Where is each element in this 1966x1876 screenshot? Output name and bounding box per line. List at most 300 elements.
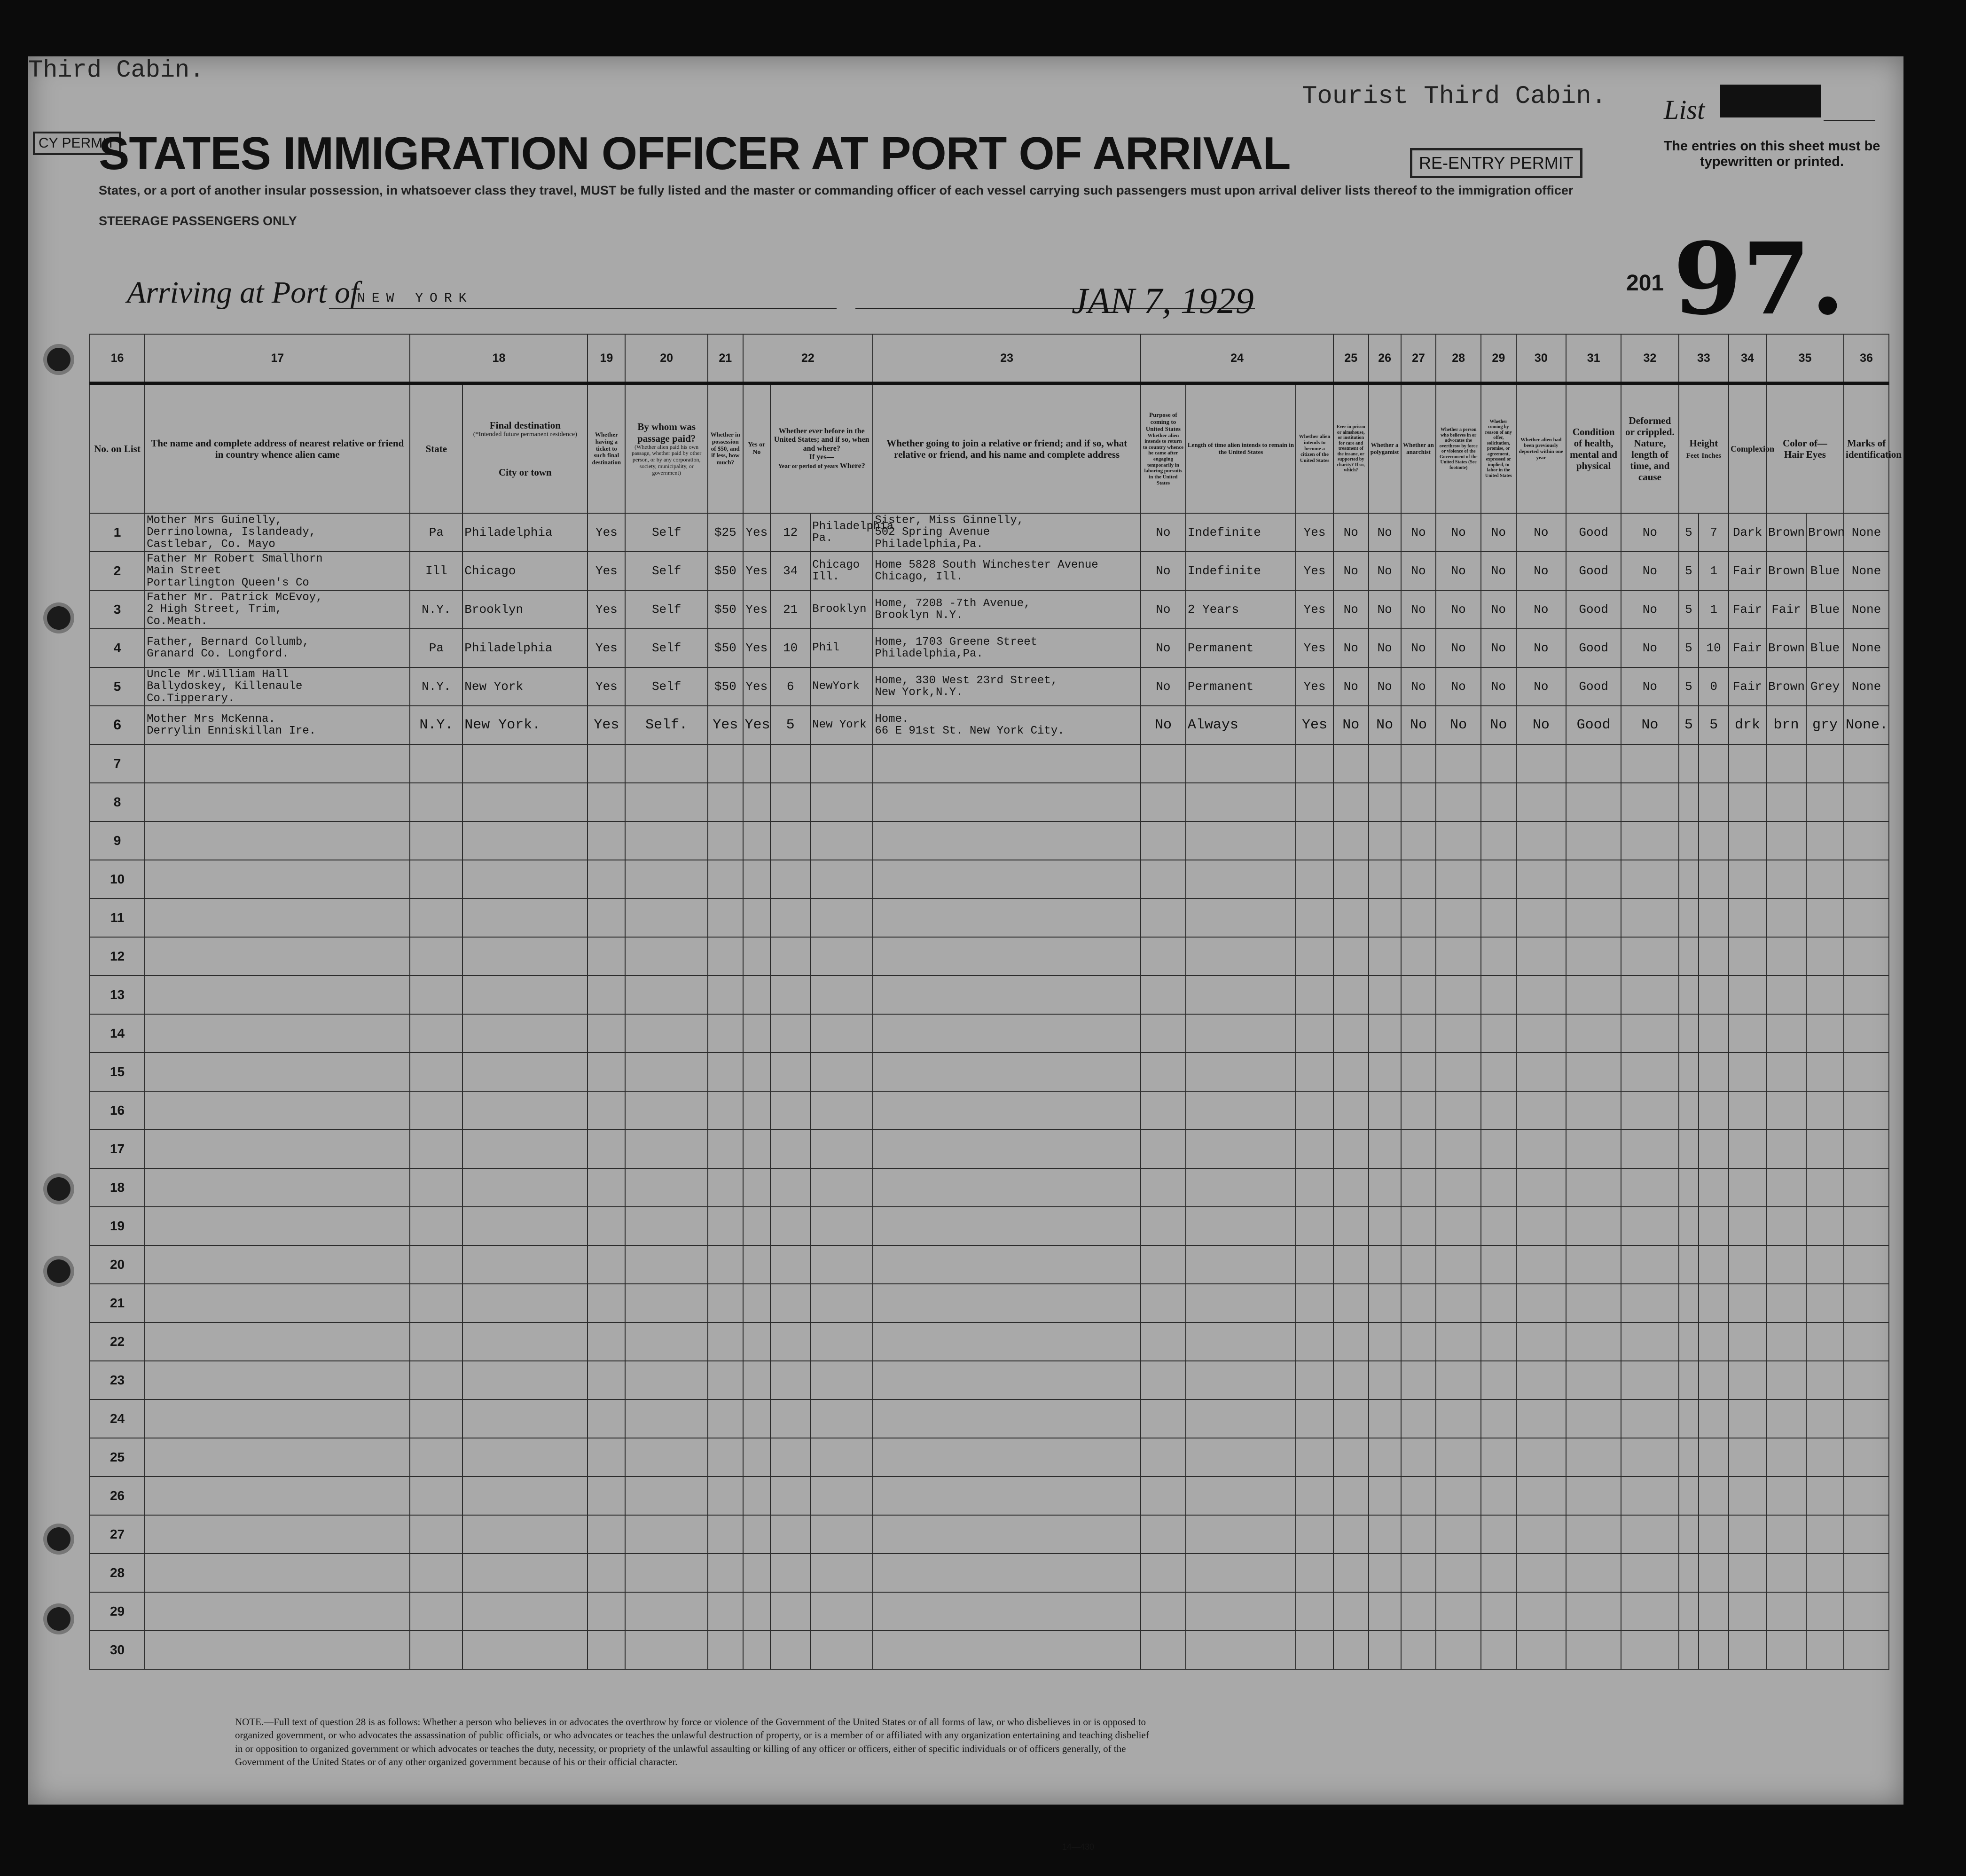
empty-cell xyxy=(1566,899,1621,937)
cell-prison: No xyxy=(1333,590,1369,629)
empty-cell xyxy=(1369,899,1401,937)
hdr-money: Whether in possession of $50, and if less, how much? xyxy=(708,383,743,514)
empty-cell xyxy=(1369,1631,1401,1669)
cell-years: 34 xyxy=(770,552,810,590)
cell-deported: No xyxy=(1516,590,1566,629)
empty-cell xyxy=(1333,937,1369,976)
empty-cell xyxy=(1141,1631,1186,1669)
empty-cell xyxy=(1401,1322,1436,1361)
empty-cell xyxy=(1369,1438,1401,1477)
empty-cell xyxy=(1436,1361,1481,1399)
empty-cell xyxy=(1369,1284,1401,1322)
empty-cell xyxy=(1141,1554,1186,1592)
empty-cell xyxy=(1296,1130,1333,1168)
empty-cell xyxy=(1141,1207,1186,1245)
empty-cell xyxy=(770,1631,810,1669)
empty-cell xyxy=(1566,1361,1621,1399)
cell-deported: No xyxy=(1516,629,1566,667)
binder-hole xyxy=(47,606,70,630)
cell-inches: 0 xyxy=(1699,667,1729,706)
empty-cell xyxy=(1679,1361,1699,1399)
empty-cell xyxy=(1766,821,1806,860)
empty-cell xyxy=(1566,1515,1621,1554)
empty-cell xyxy=(1436,1477,1481,1515)
empty-cell xyxy=(1186,937,1296,976)
empty-cell xyxy=(1844,1554,1889,1592)
empty-cell xyxy=(1369,1245,1401,1284)
empty-cell xyxy=(1141,899,1186,937)
empty-cell xyxy=(625,821,708,860)
hdr-returning-label: Whether alien intends to return to country whence he came after engaging temporarily in laboring pursuits in the United States xyxy=(1143,432,1184,486)
empty-cell xyxy=(1333,899,1369,937)
empty-cell xyxy=(1566,783,1621,821)
empty-cell xyxy=(587,937,625,976)
row-number: 14 xyxy=(90,1014,145,1053)
empty-cell xyxy=(1806,783,1844,821)
empty-cell xyxy=(1621,1245,1678,1284)
empty-cell xyxy=(462,860,587,899)
empty-cell xyxy=(873,783,1141,821)
empty-cell xyxy=(1333,1053,1369,1091)
relative-address-line: Castlebar, Co. Mayo xyxy=(147,538,275,551)
subtitle-steerage: STEERAGE PASSENGERS ONLY xyxy=(99,214,297,228)
empty-cell xyxy=(1333,783,1369,821)
empty-cell xyxy=(1806,821,1844,860)
empty-cell xyxy=(625,1245,708,1284)
cell-feet: 5 xyxy=(1679,590,1699,629)
cell-complexion: Fair xyxy=(1729,552,1766,590)
cell-city: New York xyxy=(462,667,587,706)
row-number: 19 xyxy=(90,1207,145,1245)
hdr-health: Condition of health, mental and physical xyxy=(1566,383,1621,514)
col-num: 32 xyxy=(1621,334,1678,383)
empty-cell xyxy=(1141,1053,1186,1091)
empty-cell xyxy=(1186,744,1296,783)
cell-length: Indefinite xyxy=(1186,552,1296,590)
empty-cell xyxy=(1566,1554,1621,1592)
cell-prison: No xyxy=(1333,629,1369,667)
empty-cell xyxy=(1186,1245,1296,1284)
empty-cell xyxy=(145,1438,410,1477)
empty-cell xyxy=(1844,1399,1889,1438)
relative-address-line: Mother Mrs Guinelly, xyxy=(147,514,282,527)
empty-cell xyxy=(1296,937,1333,976)
empty-cell xyxy=(873,1438,1141,1477)
empty-cell xyxy=(810,976,873,1014)
empty-cell xyxy=(1516,1284,1566,1322)
empty-cell xyxy=(1516,1361,1566,1399)
empty-cell xyxy=(1699,1399,1729,1438)
cell-paid: Self xyxy=(625,590,708,629)
empty-cell xyxy=(1621,976,1678,1014)
empty-cell xyxy=(1401,1284,1436,1322)
empty-cell xyxy=(1766,1284,1806,1322)
hdr-paid-by-note: (Whether alien paid his own passage, whether paid by other person, or by any corporation, society, municipality, or government) xyxy=(632,443,702,476)
empty-cell xyxy=(625,1477,708,1515)
empty-cell xyxy=(1141,1515,1186,1554)
empty-cell xyxy=(1621,1322,1678,1361)
empty-cell xyxy=(625,899,708,937)
empty-cell xyxy=(810,1477,873,1515)
table-row xyxy=(90,744,1889,783)
empty-cell xyxy=(625,1284,708,1322)
hdr-deformed: Deformed or crippled. Nature, length of time, and cause xyxy=(1621,383,1678,514)
empty-cell xyxy=(462,1053,587,1091)
empty-cell xyxy=(1296,860,1333,899)
cell-money: $50 xyxy=(708,590,743,629)
empty-cell xyxy=(810,860,873,899)
empty-cell xyxy=(743,1091,771,1130)
empty-cell xyxy=(1186,821,1296,860)
empty-cell xyxy=(1699,1284,1729,1322)
empty-cell xyxy=(1141,937,1186,976)
empty-cell xyxy=(1436,899,1481,937)
col-num: 21 xyxy=(708,334,743,383)
hdr-no-on-list: No. on List xyxy=(90,383,145,514)
hdr-height xyxy=(1679,383,1729,514)
table-row xyxy=(90,1322,1889,1361)
empty-cell xyxy=(1369,1399,1401,1438)
table-row xyxy=(90,1477,1889,1515)
empty-cell xyxy=(1401,1477,1436,1515)
empty-cell xyxy=(1699,1631,1729,1669)
empty-cell xyxy=(810,899,873,937)
empty-cell xyxy=(1401,1245,1436,1284)
col-num: 26 xyxy=(1369,334,1401,383)
empty-cell xyxy=(1516,937,1566,976)
cell-complexion: Fair xyxy=(1729,590,1766,629)
empty-cell xyxy=(1699,1438,1729,1477)
empty-cell xyxy=(1699,821,1729,860)
empty-cell xyxy=(145,1361,410,1399)
empty-cell xyxy=(1699,783,1729,821)
empty-cell xyxy=(1369,1130,1401,1168)
binder-hole xyxy=(47,1527,70,1551)
empty-cell xyxy=(1401,1631,1436,1669)
empty-cell xyxy=(462,1477,587,1515)
row-number: 12 xyxy=(90,937,145,976)
cell-prison: No xyxy=(1333,667,1369,706)
empty-cell xyxy=(145,1592,410,1631)
cell-marks: None xyxy=(1844,513,1889,552)
cell-contract: No xyxy=(1481,513,1516,552)
empty-cell xyxy=(873,1207,1141,1245)
empty-cell xyxy=(1699,1361,1729,1399)
empty-cell xyxy=(410,899,462,937)
cell-city: Philadelphia xyxy=(462,513,587,552)
row-number: 22 xyxy=(90,1322,145,1361)
empty-cell xyxy=(1621,1477,1678,1515)
empty-cell xyxy=(873,1245,1141,1284)
cell-anarchist: No xyxy=(1401,629,1436,667)
empty-cell xyxy=(1369,1515,1401,1554)
empty-cell xyxy=(462,976,587,1014)
cell-health: Good xyxy=(1566,513,1621,552)
empty-cell xyxy=(1729,1245,1766,1284)
cell-join xyxy=(873,590,1141,629)
empty-cell xyxy=(708,1361,743,1399)
empty-cell xyxy=(708,1207,743,1245)
relative-address-line: Ballydoskey, Killenaule xyxy=(147,680,303,693)
empty-cell xyxy=(1436,1053,1481,1091)
empty-cell xyxy=(587,1515,625,1554)
col-num: 28 xyxy=(1436,334,1481,383)
empty-cell xyxy=(1436,1438,1481,1477)
empty-cell xyxy=(1186,899,1296,937)
empty-cell xyxy=(1186,783,1296,821)
empty-cell xyxy=(1436,1014,1481,1053)
cell-money: $25 xyxy=(708,513,743,552)
empty-cell xyxy=(743,1515,771,1554)
empty-cell xyxy=(1844,1322,1889,1361)
empty-cell xyxy=(1729,821,1766,860)
hdr-where: Where? xyxy=(839,461,865,470)
cell-returning: No xyxy=(1141,513,1186,552)
cell-complexion: drk xyxy=(1729,706,1766,744)
empty-cell xyxy=(1481,1014,1516,1053)
empty-cell xyxy=(1566,1245,1621,1284)
empty-cell xyxy=(1516,1245,1566,1284)
cell-where-line: Phil xyxy=(812,641,839,655)
empty-cell xyxy=(1296,976,1333,1014)
empty-cell xyxy=(873,821,1141,860)
empty-cell xyxy=(1679,1399,1699,1438)
cell-where-line: Ill. xyxy=(812,571,839,583)
empty-cell xyxy=(1186,1207,1296,1245)
empty-cell xyxy=(410,783,462,821)
empty-cell xyxy=(1699,1207,1729,1245)
empty-cell xyxy=(1186,1168,1296,1207)
col-num: 25 xyxy=(1333,334,1369,383)
empty-cell xyxy=(587,1130,625,1168)
cell-inches: 1 xyxy=(1699,552,1729,590)
empty-cell xyxy=(1699,937,1729,976)
empty-cell xyxy=(1401,1207,1436,1245)
hdr-overthrow: Whether a person who believes in or advocates the overthrow by force or violence of the Government of the United States (See footnote) xyxy=(1436,383,1481,514)
empty-cell xyxy=(1369,1053,1401,1091)
empty-cell xyxy=(770,1053,810,1091)
empty-cell xyxy=(1401,937,1436,976)
empty-cell xyxy=(1186,1477,1296,1515)
empty-cell xyxy=(810,1322,873,1361)
row-number: 16 xyxy=(90,1091,145,1130)
empty-cell xyxy=(873,1130,1141,1168)
cell-join-line: 66 E 91st St. New York City. xyxy=(875,725,1065,737)
row-number: 18 xyxy=(90,1168,145,1207)
empty-cell xyxy=(743,1361,771,1399)
empty-cell xyxy=(410,1014,462,1053)
empty-cell xyxy=(587,976,625,1014)
table-row xyxy=(90,1053,1889,1091)
empty-cell xyxy=(1679,1477,1699,1515)
empty-cell xyxy=(625,1322,708,1361)
cell-eyes: Blue xyxy=(1806,629,1844,667)
empty-cell xyxy=(462,1361,587,1399)
cell-deported: No xyxy=(1516,667,1566,706)
empty-cell xyxy=(462,1284,587,1322)
empty-cell xyxy=(1436,1399,1481,1438)
empty-cell xyxy=(1844,1361,1889,1399)
empty-cell xyxy=(1729,744,1766,783)
cell-ticket: Yes xyxy=(587,667,625,706)
empty-cell xyxy=(462,744,587,783)
empty-cell xyxy=(1481,1438,1516,1477)
empty-cell xyxy=(1699,1477,1729,1515)
empty-cell xyxy=(1516,1554,1566,1592)
empty-cell xyxy=(1333,1245,1369,1284)
empty-cell xyxy=(1679,860,1699,899)
empty-cell xyxy=(1436,1322,1481,1361)
empty-cell xyxy=(1369,1322,1401,1361)
empty-cell xyxy=(410,1438,462,1477)
empty-cell xyxy=(810,1207,873,1245)
cell-where-line: New York xyxy=(812,719,867,732)
empty-cell xyxy=(1186,1130,1296,1168)
row-number: 27 xyxy=(90,1515,145,1554)
cell-anarchist: No xyxy=(1401,590,1436,629)
empty-cell xyxy=(1729,1130,1766,1168)
empty-cell xyxy=(1806,1438,1844,1477)
cell-overthrow: No xyxy=(1436,552,1481,590)
empty-cell xyxy=(410,937,462,976)
empty-cell xyxy=(1621,1091,1678,1130)
empty-cell xyxy=(1844,1477,1889,1515)
cell-anarchist: No xyxy=(1401,513,1436,552)
empty-cell xyxy=(1481,1477,1516,1515)
empty-cell xyxy=(1333,1207,1369,1245)
empty-cell xyxy=(1186,1091,1296,1130)
empty-cell xyxy=(1766,1245,1806,1284)
empty-cell xyxy=(708,976,743,1014)
empty-cell xyxy=(587,1554,625,1592)
empty-cell xyxy=(1699,1554,1729,1592)
cell-deformed: No xyxy=(1621,513,1678,552)
empty-cell xyxy=(410,1477,462,1515)
empty-cell xyxy=(1436,744,1481,783)
empty-cell xyxy=(410,1631,462,1669)
hdr-year-period: Year or period of years xyxy=(778,462,838,469)
empty-cell xyxy=(410,1207,462,1245)
hdr-contract: Whether coming by reason of any offer, solicitation, promise, or agreement, expressed or implied, to labor in the United States xyxy=(1481,383,1516,514)
col-num: 30 xyxy=(1516,334,1566,383)
manifest-sheet xyxy=(28,56,1903,1852)
empty-cell xyxy=(1141,744,1186,783)
empty-cell xyxy=(587,1438,625,1477)
empty-cell xyxy=(1766,1014,1806,1053)
hdr-color-label: Color of— xyxy=(1783,437,1827,449)
empty-cell xyxy=(770,937,810,976)
hdr-prison: Ever in prison or almshouse, or institution for care and treatment of the insane, or supported by charity? If so, which? xyxy=(1333,383,1369,514)
empty-cell xyxy=(625,1515,708,1554)
row-number: 11 xyxy=(90,899,145,937)
empty-cell xyxy=(1699,1053,1729,1091)
empty-cell xyxy=(625,1168,708,1207)
empty-cell xyxy=(810,1091,873,1130)
cell-anarchist: No xyxy=(1401,706,1436,744)
empty-cell xyxy=(1186,1322,1296,1361)
empty-cell xyxy=(410,860,462,899)
cell-overthrow: No xyxy=(1436,706,1481,744)
empty-cell xyxy=(873,744,1141,783)
cell-deformed: No xyxy=(1621,629,1678,667)
empty-cell xyxy=(1481,937,1516,976)
hdr-if-yes: If yes— xyxy=(809,453,834,461)
empty-cell xyxy=(770,1284,810,1322)
empty-cell xyxy=(1296,1399,1333,1438)
empty-cell xyxy=(1516,1091,1566,1130)
empty-cell xyxy=(770,1130,810,1168)
footnote: NOTE.—Full text of question 28 is as follows: Whether a person who believes in or advocates the overthrow by force or violence of the Government of the United States or of all forms of law, or who disbelieves in or is opposed to organized government, or who advocates the assassination of public officials, or who advocates or teaches the unlawful destruction of property, or is a member of or affiliated with any organization entertaining and teaching disbelief in or opposition to organized government or which advocates or teaches the duty, necessity, or propriety of the unlawful assaulting or killing of any officer or officers, either of specific individuals or of officers generally, of the Government of the United States or of any other organized government because of his or their official character. xyxy=(235,1716,1149,1768)
empty-cell xyxy=(810,1014,873,1053)
empty-cell xyxy=(462,1207,587,1245)
empty-cell xyxy=(743,899,771,937)
empty-cell xyxy=(625,1438,708,1477)
empty-cell xyxy=(587,1322,625,1361)
cell-eyes: Blue xyxy=(1806,552,1844,590)
cell-prison: No xyxy=(1333,706,1369,744)
empty-cell xyxy=(1566,1592,1621,1631)
cell-state: Ill xyxy=(410,552,462,590)
empty-cell xyxy=(1516,1477,1566,1515)
empty-cell xyxy=(410,976,462,1014)
empty-cell xyxy=(1806,899,1844,937)
cell-prison: No xyxy=(1333,552,1369,590)
col-num: 24 xyxy=(1141,334,1333,383)
cell-join xyxy=(873,706,1141,744)
empty-cell xyxy=(625,1130,708,1168)
empty-cell xyxy=(770,1361,810,1399)
empty-cell xyxy=(1621,1168,1678,1207)
cell-where-line: Pa. xyxy=(812,532,833,545)
empty-cell xyxy=(1436,1168,1481,1207)
empty-cell xyxy=(1141,1091,1186,1130)
empty-cell xyxy=(873,1515,1141,1554)
empty-cell xyxy=(462,821,587,860)
hdr-height-label: Height xyxy=(1689,437,1718,449)
empty-cell xyxy=(462,899,587,937)
empty-cell xyxy=(1296,1477,1333,1515)
empty-cell xyxy=(1141,860,1186,899)
empty-cell xyxy=(1621,1515,1678,1554)
empty-cell xyxy=(1516,899,1566,937)
empty-cell xyxy=(770,1322,810,1361)
hdr-marks: Marks of identification xyxy=(1844,383,1889,514)
empty-cell xyxy=(1566,1091,1621,1130)
empty-cell xyxy=(810,1168,873,1207)
empty-cell xyxy=(1806,1631,1844,1669)
empty-cell xyxy=(1806,1399,1844,1438)
empty-cell xyxy=(145,1130,410,1168)
cell-before: Yes xyxy=(743,667,771,706)
empty-cell xyxy=(1679,1322,1699,1361)
empty-cell xyxy=(1436,1631,1481,1669)
empty-cell xyxy=(1679,1168,1699,1207)
empty-cell xyxy=(743,1631,771,1669)
empty-cell xyxy=(1844,1592,1889,1631)
empty-cell xyxy=(1729,1361,1766,1399)
cell-feet: 5 xyxy=(1679,706,1699,744)
empty-cell xyxy=(1296,899,1333,937)
empty-cell xyxy=(587,1592,625,1631)
empty-cell xyxy=(625,1631,708,1669)
empty-cell xyxy=(743,1438,771,1477)
empty-cell xyxy=(1566,1399,1621,1438)
cell-polygamist: No xyxy=(1369,667,1401,706)
row-number: 13 xyxy=(90,976,145,1014)
hdr-inches: Inches xyxy=(1701,452,1722,460)
empty-cell xyxy=(1766,976,1806,1014)
empty-cell xyxy=(1296,1361,1333,1399)
